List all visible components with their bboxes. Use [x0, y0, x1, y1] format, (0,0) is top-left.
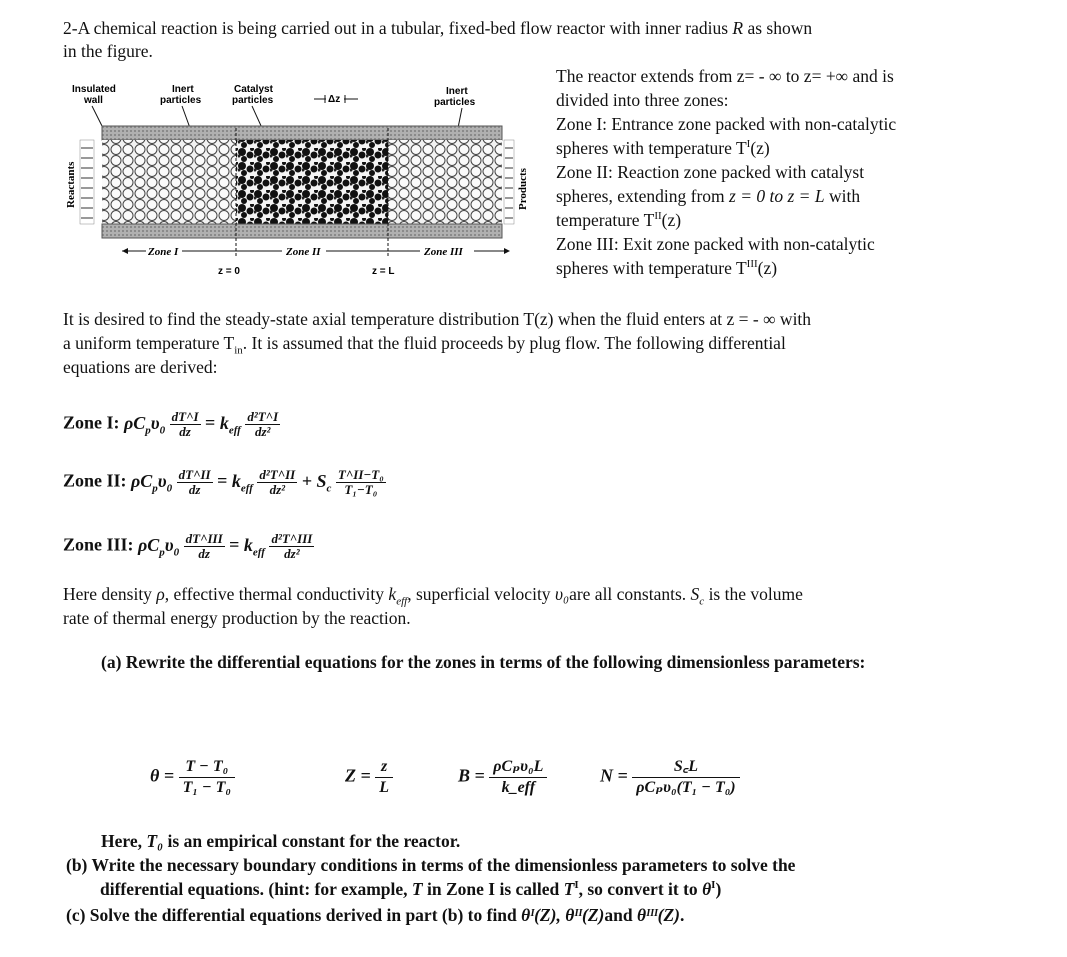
part-b-line-1: (b) Write the necessary boundary conditions in terms of the dimensionless parameters to solve the — [66, 855, 796, 875]
problem-paragraph — [63, 307, 1023, 379]
label-reactants: Reactants — [65, 161, 77, 208]
label-particles-1: particles — [160, 95, 202, 106]
frac-d2T2-dz2: $\frac{\text{d²T\textasciicircum{}II}}{\text{dz²}}$ — [259, 467, 296, 497]
para-line-2: a uniform temperature $T_{in}$. It is assumed that the fluid proceeds by plug flow. The following differential — [63, 333, 786, 357]
param-theta: θ = $\frac{\text{T − T₀}}{\text{T₁ − T₀}}$ — [150, 757, 235, 798]
part-b — [66, 853, 1026, 901]
side-line-9: spheres with temperature $T^{III}(z)$ — [556, 258, 778, 278]
part-c: (c) Solve the differential equations derived in part (b) to find θᴵ(Z), θᴵᴵ(Z)and θᴵᴵᴵ(Z). — [66, 905, 685, 925]
frac-d2T1-dz2: $\frac{\text{d²T\textasciicircum{}I}}{\text{dz²}}$ — [247, 409, 279, 439]
constants-line-1: Here density ρ, effective thermal conductivity $k_{eff}$, superficial velocity υ₀are all constants. $S_c$ is the volume — [63, 584, 803, 608]
para-line-1: It is desired to find the steady-state axial temperature distribution T(z) when the fluid enters at z = - ∞ with — [63, 309, 812, 329]
part-b-line-2: differential equations. (hint: for example, T in Zone I is called $T^I$, so convert it to $\theta^I$) — [100, 879, 722, 899]
side-description — [556, 64, 1006, 280]
label-delta-z: Δz — [328, 94, 341, 105]
products-arrow-band — [504, 140, 514, 224]
label-particles-2: particles — [232, 95, 274, 106]
reactor-figure — [62, 78, 532, 288]
equation-zone-1: Zone I: $\rho C_p\upsilon_0$ $\frac{dT\^{}I}{dz}$ = $k_{eff}$ $\frac{\text{d²T\textasciicircum{}I}}{\text{dz²}}$ — [63, 409, 279, 439]
side-line-6: spheres, extending from z = 0 to z = L with — [556, 186, 861, 206]
label-inert-1: Inert — [172, 84, 194, 95]
para-line-3: equations are derived: — [63, 357, 218, 377]
param-Z: Z = $\frac{z}{L}$ — [345, 757, 393, 798]
label-zone-3: Zone III — [424, 246, 463, 258]
frac-source-term: $\frac{\text{T\textasciicircum{}II−T₀}}{\text{T₁−T₀}}$ — [337, 467, 384, 497]
label-zone-2: Zone II — [286, 246, 321, 258]
catalyst-bed-zone-2 — [236, 140, 388, 224]
constants-line-2: rate of thermal energy production by the reaction. — [63, 608, 411, 628]
label-z-0: z = 0 — [218, 266, 240, 277]
side-line-1: The reactor extends from z= - ∞ to z= +∞ and is — [556, 66, 894, 86]
intro-line-1: 2-A chemical reaction is being carried out in a tubular, fixed-bed flow reactor with inner radius R as shown — [63, 18, 813, 38]
reactants-arrow-band — [80, 140, 94, 224]
inert-bed-zone-3 — [388, 140, 502, 224]
frac-dT1-dz: $\frac{dT\^{}I}{dz}$ — [171, 409, 199, 439]
side-line-3: Zone I: Entrance zone packed with non-catalytic — [556, 114, 897, 134]
bottom-wall — [102, 224, 502, 238]
side-line-8: Zone III: Exit zone packed with non-catalytic — [556, 234, 875, 254]
frac-dT2-dz: $\frac{dT\^{}II}{dz}$ — [178, 467, 211, 497]
top-wall — [102, 126, 502, 140]
part-a: (a) Rewrite the differential equations for the zones in terms of the following dimensionless parameters: — [101, 652, 866, 672]
intro-line-2: in the figure. — [63, 41, 153, 61]
label-products: Products — [517, 168, 529, 210]
inert-bed-zone-1 — [102, 140, 236, 224]
equation-zone-3: Zone III: $\rho C_p\upsilon_0$ $\frac{\text{dT\textasciicircum{}III}}{dz}$ = $k_{eff}$ $\frac{\text{d²T\textasciicircum{}III}}{\text{dz²}}$ — [63, 531, 313, 561]
frac-d2T3-dz2: $\frac{\text{d²T\textasciicircum{}III}}{\text{dz²}}$ — [271, 531, 313, 561]
equation-zone-2: Zone II: $\rho C_p\upsilon_0$ $\frac{dT\^{}II}{dz}$ = $k_{eff}$ $\frac{\text{d²T\textasciicircum{}II}}{\text{dz²}}$ + $S_c$ $\frac{\text{T\textasciicircum{}II−T₀}}{\text{T₁−T₀}}$ — [63, 467, 384, 497]
side-line-7: temperature $T^{II}(z)$ — [556, 210, 682, 230]
label-inert-2: Inert — [446, 86, 468, 97]
param-B: B = $\frac{\text{ρCₚυ₀L}}{\text{k\_eff}}$ — [458, 757, 547, 798]
empirical-constant-note: Here, T₀ is an empirical constant for the reactor. — [101, 831, 461, 851]
reactor-diagram — [62, 78, 532, 288]
constants-paragraph — [63, 582, 1023, 630]
param-N: N = $\frac{S꜀L}{\text{ρCₚυ₀(T₁ − T₀)}}$ — [600, 757, 740, 798]
label-wall: wall — [84, 95, 103, 106]
label-insulated: Insulated — [72, 84, 116, 95]
label-zone-1: Zone I — [148, 246, 179, 258]
side-line-2: divided into three zones: — [556, 90, 729, 110]
label-catalyst: Catalyst — [234, 84, 273, 95]
label-particles-3: particles — [434, 97, 476, 108]
side-line-4: spheres with temperature $T^I(z)$ — [556, 138, 770, 158]
side-line-5: Zone II: Reaction zone packed with catalyst — [556, 162, 865, 182]
label-z-L: z = L — [372, 266, 395, 277]
frac-dT3-dz: $\frac{\text{dT\textasciicircum{}III}}{dz}$ — [185, 531, 223, 561]
